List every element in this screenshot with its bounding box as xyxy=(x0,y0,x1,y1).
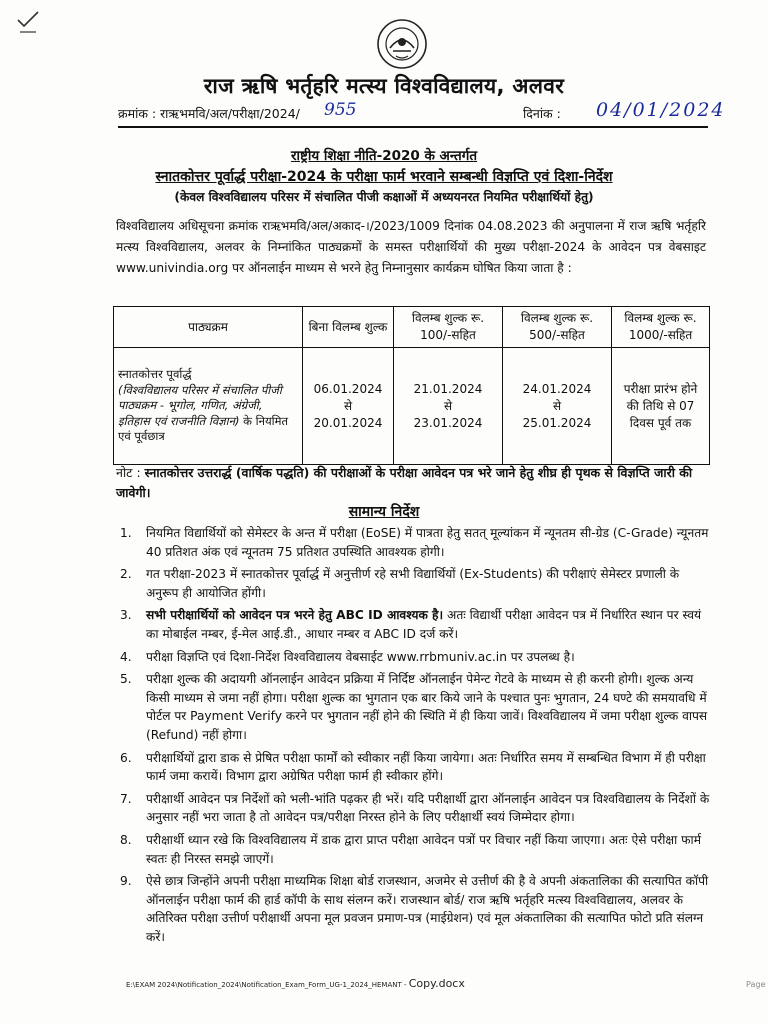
note-label: नोट : xyxy=(116,465,141,480)
header-late-fee-1000: विलम्ब शुल्क रू. 1000/-सहित xyxy=(612,307,710,348)
footer-path: E:\EXAM 2024\Notification_2024\Notification_Exam_Form_UG-1_2024_HEMANT - xyxy=(126,981,409,989)
header-late-fee-500: विलम्ब शुल्क रू. 500/-सहित xyxy=(503,307,612,348)
date-from: 24.01.2024 xyxy=(522,381,592,396)
exam-form-schedule-table xyxy=(113,306,710,465)
list-item xyxy=(116,648,712,667)
item-number: 3. xyxy=(120,608,132,623)
general-instructions-heading: सामान्य निर्देश xyxy=(348,504,420,520)
list-item xyxy=(116,831,712,868)
date-sep: से xyxy=(552,398,562,413)
date-from: 06.01.2024 xyxy=(313,381,383,396)
item-text: परीक्षार्थी ध्यान रखे कि विश्वविद्यालय में डाक द्वारा प्राप्त परीक्षा आवेदन पत्रों पर विचार नहीं किया जाएगा। अतः ऐसे परीक्षा फार्म स्वतः ही निरस्त समझे जाएगें। xyxy=(146,832,701,866)
page-mark: Page xyxy=(746,980,766,989)
item-text: परीक्षार्थी आवेदन पत्र निर्देशों को भली-भांति पढ़कर ही भरें। यदि परीक्षार्थी द्वारा ऑनलाईन आवेदन पत्र विश्वविद्यालय के निर्देशों के अनुसार नहीं भरा जाता है तो आवेदन पत्र/परीक्षा निरस्त होने के लिए परीक्षार्थी स्वयं जिम्मेदार होगा। xyxy=(146,791,710,825)
reference-number-handwritten: 955 xyxy=(324,100,357,120)
list-item xyxy=(116,670,712,744)
item-bold-text: सभी परीक्षार्थियों को आवेदन पत्र भरने हेतु ABC ID आवश्यक है। xyxy=(146,608,444,623)
no-late-fee-dates xyxy=(303,348,394,465)
intro-paragraph: विश्वविद्यालय अधिसूचना क्रमांक राऋभमवि/अल/अकाद-।/2023/1009 दिनांक 04.08.2023 की अनुपालना में राज ऋषि भर्तृहरि मत्स्य विश्वविद्यालय, अलवर के निम्नांकित पाठ्यक्रमों के समस्त परीक्षार्थियों की मुख्य परीक्षा-2024 के आवेदन पत्र वेबसाइट www.univindia.org पर ऑनलाईन माध्यम से भरने हेतु निम्नानुसार कार्यक्रम घोषित किया जाता है : xyxy=(116,219,706,275)
footer-file: Copy.docx xyxy=(408,977,465,990)
file-path-footer xyxy=(126,977,465,990)
header-late-fee-100: विलम्ब शुल्क रू. 100/-सहित xyxy=(394,307,503,348)
handwritten-tick-mark xyxy=(16,10,40,38)
reference-number-label: क्रमांक : राऋभमवि/अल/परीक्षा/2024/ xyxy=(118,106,300,121)
table-row xyxy=(114,348,710,465)
title-line-3: (केवल विश्वविद्यालय परिसर में संचालित पीजी कक्षाओं में अध्ययनरत नियमित परीक्षार्थियों हेतु) xyxy=(174,190,594,204)
date-handwritten: 04/01/2024 xyxy=(596,99,726,121)
course-subjects: (विश्वविद्यालय परिसर में संचालित पीजी पाठ्यक्रम - भूगोल, गणित, अंग्रेजी, इतिहास एवं राजनीति विज्ञान) xyxy=(118,382,282,428)
reference-line xyxy=(118,99,726,128)
item-number: 1. xyxy=(120,526,132,540)
item-number: 9. xyxy=(120,874,132,889)
table-header-row xyxy=(114,307,710,348)
header-no-late-fee: बिना विलम्ब शुल्क xyxy=(303,307,394,348)
title-line-2: स्नातकोत्तर पूर्वार्द्ध परीक्षा-2024 के परीक्षा फार्म भरवाने सम्बन्धी विज्ञप्ति एवं दिशा-निर्देश xyxy=(155,169,613,185)
late-fee-1000-dates: परीक्षा प्रारंभ होने की तिथि से 07 दिवस पूर्व तक xyxy=(612,348,710,465)
title-line-1: राष्ट्रीय शिक्षा नीति-2020 के अन्तर्गत xyxy=(290,148,478,164)
note-text: स्नातकोत्तर उत्तरार्द्ध (वार्षिक पद्धति) की परीक्षाओं के परीक्षा आवेदन पत्र भरे जाने हेतु शीघ्र ही पृथक से विज्ञप्ति जारी की जावेगी। xyxy=(116,465,693,500)
item-text: परीक्षार्थियों द्वारा डाक से प्रेषित परीक्षा फार्मों को स्वीकार नहीं किया जायेगा। अतः निर्धारित समय में सम्बन्धित विभाग में ही परीक्षा फार्म जमा करायें। विभाग द्वारा अग्रेषित परीक्षा फार्म ही स्वीकार होंगे। xyxy=(146,750,706,784)
item-number: 2. xyxy=(120,567,132,582)
item-text: गत परीक्षा-2023 में स्नातकोत्तर पूर्वार्द्ध में अनुत्तीर्ण रहे सभी विद्यार्थियों (Ex-Students) की परीक्षाएं सेमेस्टर प्रणाली के अनुरूप ही आयोजित होंगी। xyxy=(146,567,680,600)
item-number: 4. xyxy=(120,649,132,664)
item-text: अतः विद्यार्थी परीक्षा आवेदन पत्र में निर्धारित स्थान पर स्वयं का मोबाईल नम्बर, ई-मेल आई.डी., आधार नम्बर व ABC ID दर्ज करें। xyxy=(146,608,702,641)
item-text: ऐसे छात्र जिन्होंने अपनी परीक्षा माध्यमिक शिक्षा बोर्ड राजस्थान, अजमेर से उत्तीर्ण की है वे अपनी अंकतालिका की सत्यापित कॉपी ऑनलाईन परीक्षा फार्म की हार्ड कॉपी के साथ संलग्न करें। राजस्थान बोर्ड/ राज ऋषि भर्तृहरि मत्स्य विश्वविद्यालय, अलवर के अतिरिक्त परीक्षा उत्तीर्ण परीक्षार्थी अपना मूल प्रवजन प्रमाण-पत्र (माईग्रेशन) एवं मूल अंकतालिका की सत्यापित फोटो प्रति संलग्न करें। xyxy=(146,874,709,944)
date-sep: से xyxy=(443,398,453,413)
date-sep: से xyxy=(343,398,353,413)
list-item xyxy=(116,790,712,827)
date-from: 21.01.2024 xyxy=(413,381,483,396)
list-item xyxy=(116,606,712,643)
list-item xyxy=(116,749,712,786)
note xyxy=(116,463,710,503)
general-instructions-list xyxy=(116,524,712,950)
date-to: 20.01.2024 xyxy=(313,415,383,430)
item-number: 6. xyxy=(120,750,132,765)
course-cell xyxy=(114,348,303,465)
university-name: राज ऋषि भर्तृहरि मत्स्य विश्वविद्यालय, अलवर xyxy=(203,74,565,98)
item-number: 5. xyxy=(120,672,132,687)
date-label: दिनांक : xyxy=(523,106,561,121)
header-course: पाठ्यक्रम xyxy=(114,307,303,348)
list-item xyxy=(116,872,712,946)
item-number: 8. xyxy=(120,832,132,847)
item-text: परीक्षा शुल्क की अदायगी ऑनलाईन आवेदन प्रक्रिया में निर्दिष्ट ऑनलाईन पेमेन्ट गेटवे के माध्यम से ही करनी होगी। शुल्क अन्य किसी माध्यम से जमा नहीं होगा। परीक्षा शुल्क का भुगतान एक बार किये जाने के पश्चात पुनः भुगतान, 24 घण्टे की समयावधि में पोर्टल पर Payment Verify करने पर भुगतान नहीं होने की स्थिति में ही किया जावें। विश्वविद्यालय में जमा परीक्षा शुल्क वापस (Refund) नहीं होगा। xyxy=(146,672,708,742)
item-number: 7. xyxy=(120,791,132,806)
list-item xyxy=(116,524,712,561)
late-fee-100-dates xyxy=(394,348,503,465)
list-item xyxy=(116,565,712,602)
course-name: स्नातकोत्तर पूर्वार्द्ध xyxy=(118,367,192,382)
item-text: नियमित विद्यार्थियों को सेमेस्टर के अन्त में परीक्षा (EoSE) में पात्रता हेतु सतत् मूल्यांकन में न्यूनतम सी-ग्रेड (C-Grade) न्यूनतम 40 प्रतिशत अंक एवं न्यूनतम 75 प्रतिशत उपस्थिति आवश्यक होगी। xyxy=(146,526,709,559)
date-to: 23.01.2024 xyxy=(413,415,483,430)
university-seal-logo xyxy=(376,18,428,70)
date-to: 25.01.2024 xyxy=(522,415,592,430)
late-fee-500-dates xyxy=(503,348,612,465)
item-text: परीक्षा विज्ञप्ति एवं दिशा-निर्देश विश्वविद्यालय वेबसाईट www.rrbmuniv.ac.in पर उपलब्ध है। xyxy=(146,649,575,664)
course-students: के नियमित एवं पूर्वछात्र xyxy=(118,413,289,444)
